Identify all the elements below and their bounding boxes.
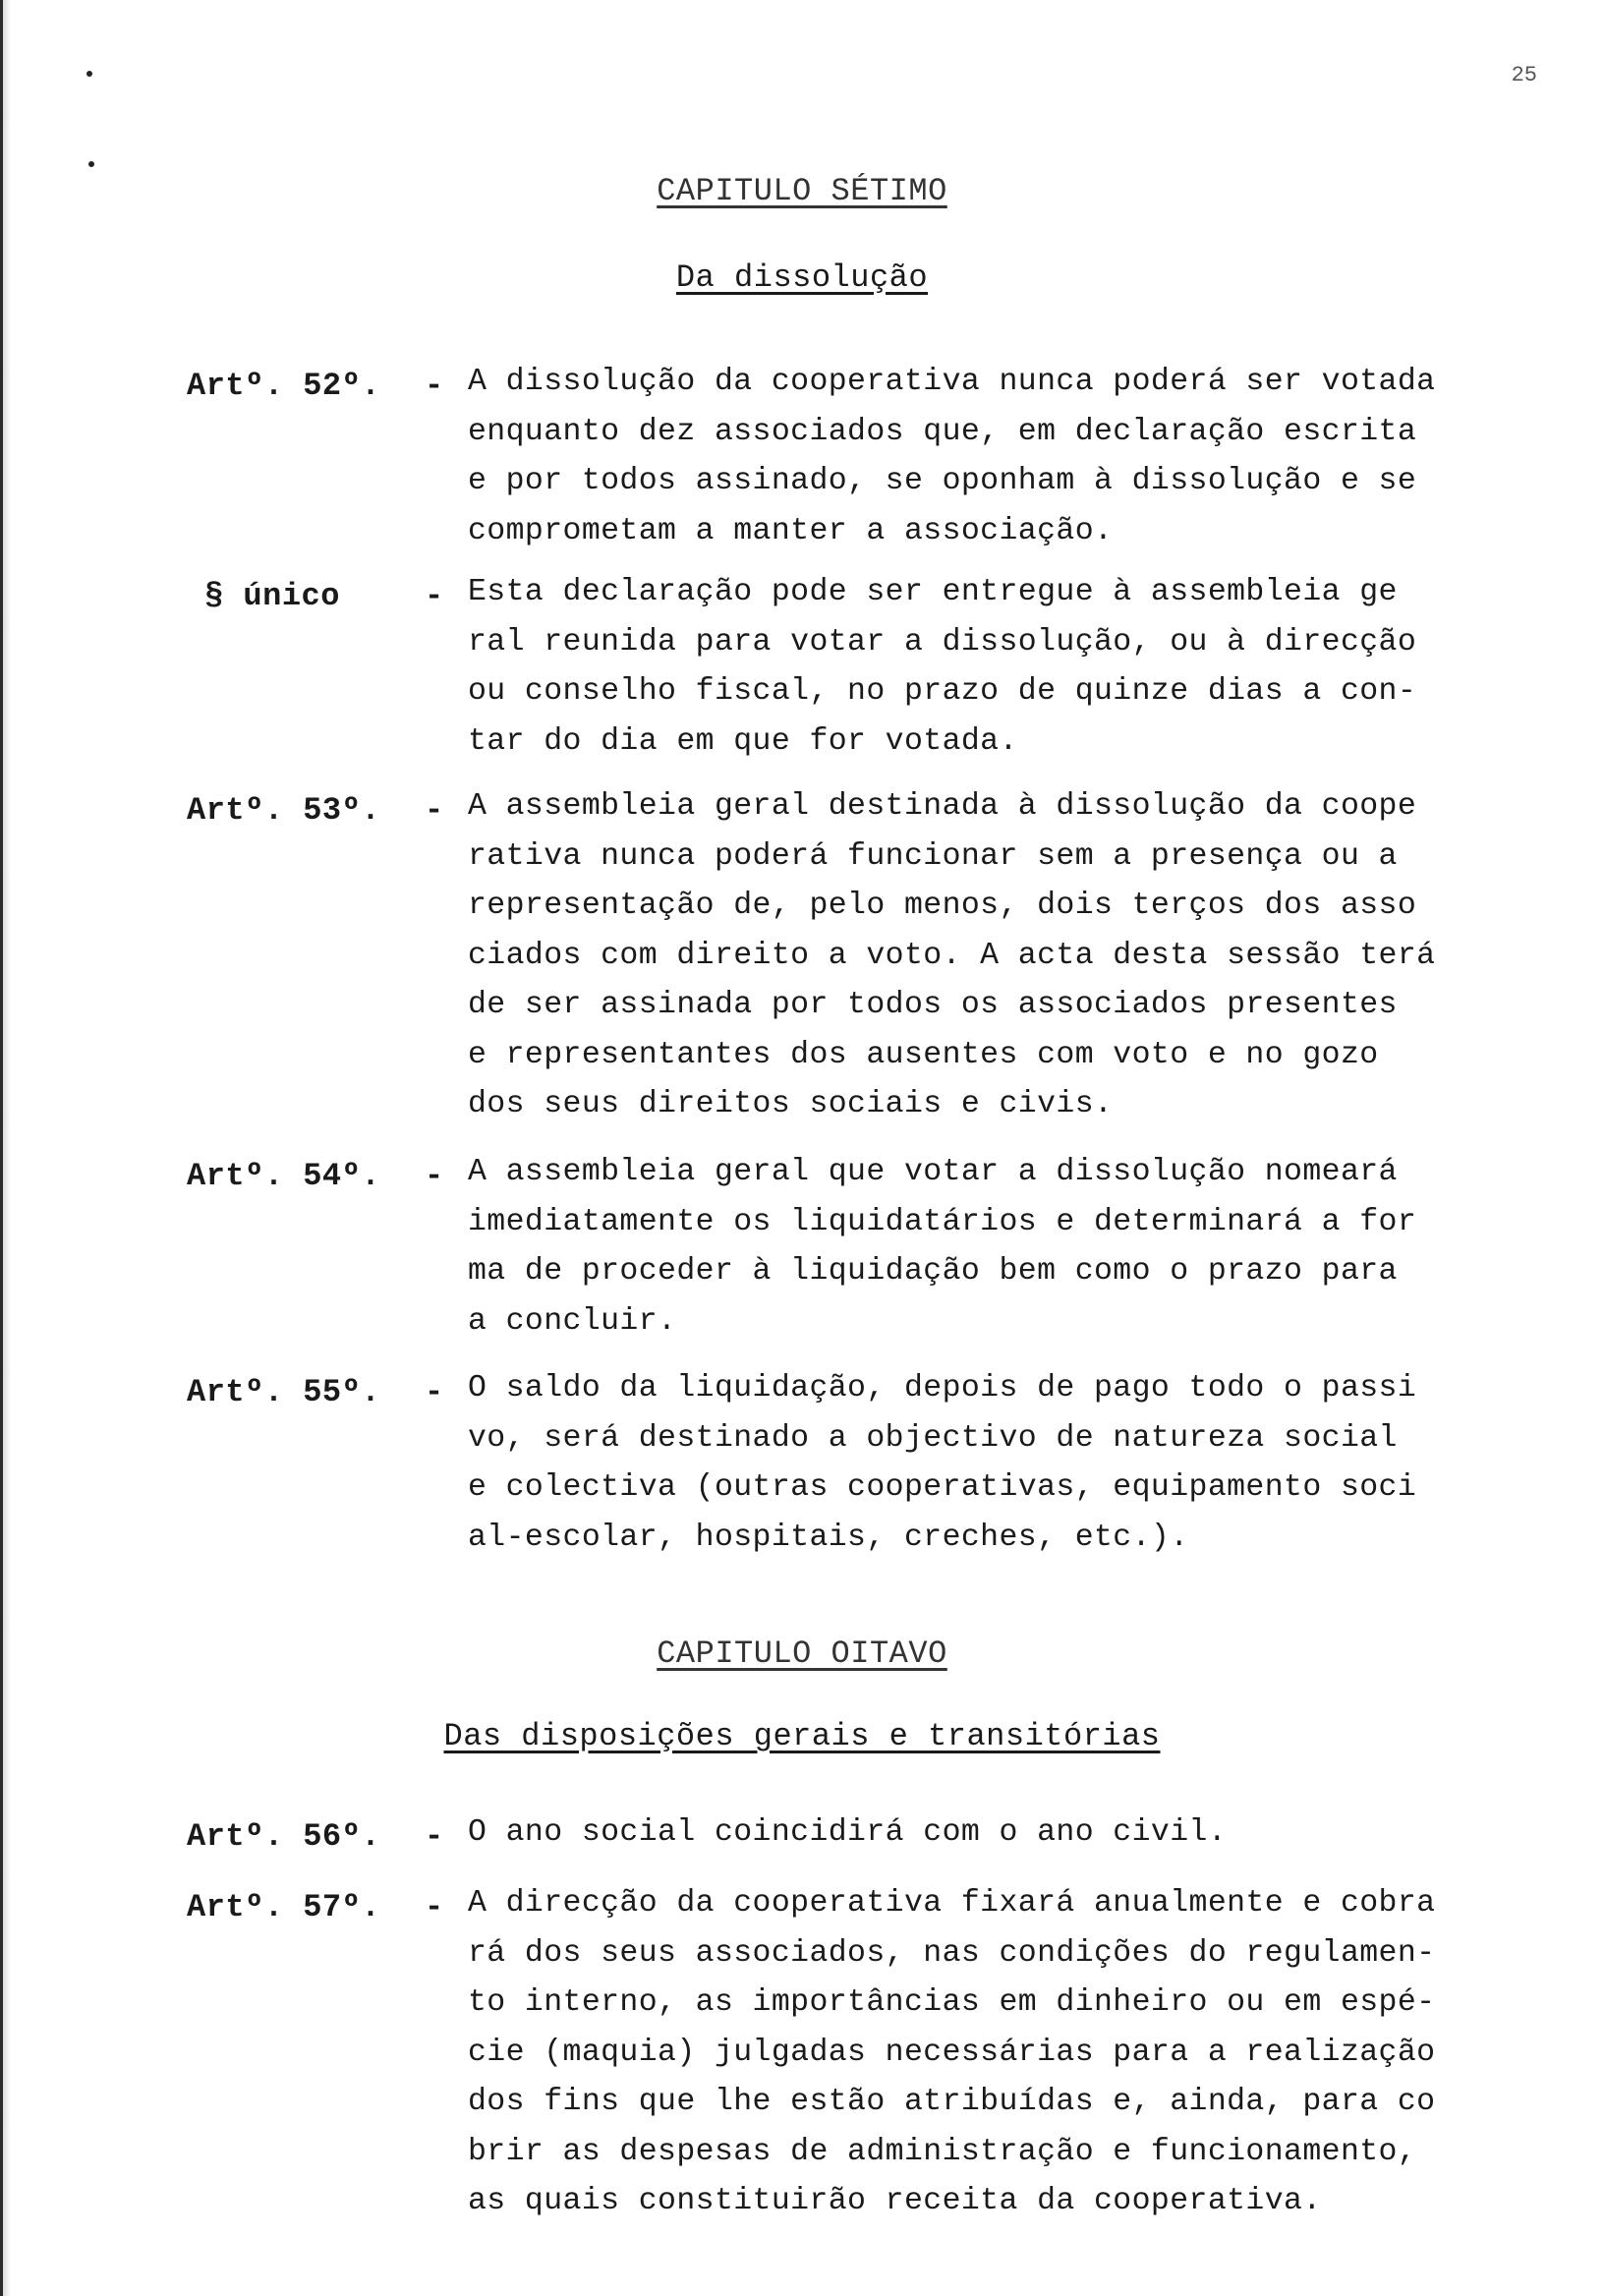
scan-margin-shadow — [3, 0, 11, 2296]
article-57-dash: - — [425, 1889, 444, 1925]
chapter-7-title: CAPITULO SÉTIMO — [657, 173, 947, 209]
scan-margin-edge — [0, 0, 3, 2296]
article-54-text: A assembleia geral que votar a dissolução nomeará imediatamente os liquidatários e determinará a for ma de proceder à liquidação bem como o prazo para a concluir. — [468, 1155, 1417, 1339]
chapter-8-subtitle: Das disposições gerais e transitórias — [443, 1718, 1161, 1754]
article-54-label: Artº. 54º. — [187, 1158, 381, 1194]
article-52-dash: - — [425, 368, 444, 404]
chapter-7-subtitle: Da dissolução — [675, 259, 929, 296]
scan-speck — [88, 161, 94, 167]
section-unico-text: Esta declaração pode ser entregue à assembleia ge ral reunida para votar a dissolução, ou à direcção ou conselho fiscal, no prazo de quinze dias a con- tar do dia em que for votada. — [468, 575, 1417, 759]
article-57-text: A direcção da cooperativa fixará anualmente e cobra rá dos seus associados, nas condições do regulamen- to interno, as importâncias em dinheiro ou em espé- cie (maquia) julgadas necessárias para a realização dos fins que lhe estão atribuídas e, ainda, para co brir as despesas de administração e funcionamento, as quais constituirão receita da cooperativa. — [468, 1886, 1436, 2218]
article-52-label: Artº. 52º. — [187, 368, 381, 404]
article-55-dash: - — [425, 1374, 444, 1410]
article-56-label: Artº. 56º. — [187, 1818, 381, 1855]
page-number: 25 — [1511, 63, 1537, 87]
article-53-text: A assembleia geral destinada à dissolução da coope rativa nunca poderá funcionar sem a presença ou a representação de, pelo menos, dois terços dos asso ciados com direito a voto. A acta desta sessão terá de ser assinada por todos os associados presentes e representantes dos ausentes com voto e no gozo dos seus direitos sociais e civis. — [468, 789, 1436, 1121]
article-53-label: Artº. 53º. — [187, 792, 381, 829]
article-54-dash: - — [425, 1158, 444, 1194]
article-55-text: O saldo da liquidação, depois de pago todo o passi vo, será destinado a objectivo de natureza social e colectiva (outras cooperativas, equipamento soci al-escolar, hospitais, creches, etc.). — [468, 1371, 1417, 1555]
article-52-text: A dissolução da cooperativa nunca poderá ser votada enquanto dez associados que, em declaração escrita e por todos assinado, se oponham à dissolução e se comprometam a manter a associação. — [468, 365, 1436, 548]
chapter-8-title: CAPITULO OITAVO — [657, 1636, 947, 1672]
scan-speck — [86, 71, 92, 77]
article-57-label: Artº. 57º. — [187, 1889, 381, 1925]
article-55-label: Artº. 55º. — [187, 1374, 381, 1410]
section-unico-label: § único — [204, 578, 340, 614]
section-unico-dash: - — [425, 578, 444, 614]
article-53-dash: - — [425, 792, 444, 829]
article-56-dash: - — [425, 1818, 444, 1855]
article-56-text: O ano social coincidirá com o ano civil. — [468, 1815, 1228, 1850]
